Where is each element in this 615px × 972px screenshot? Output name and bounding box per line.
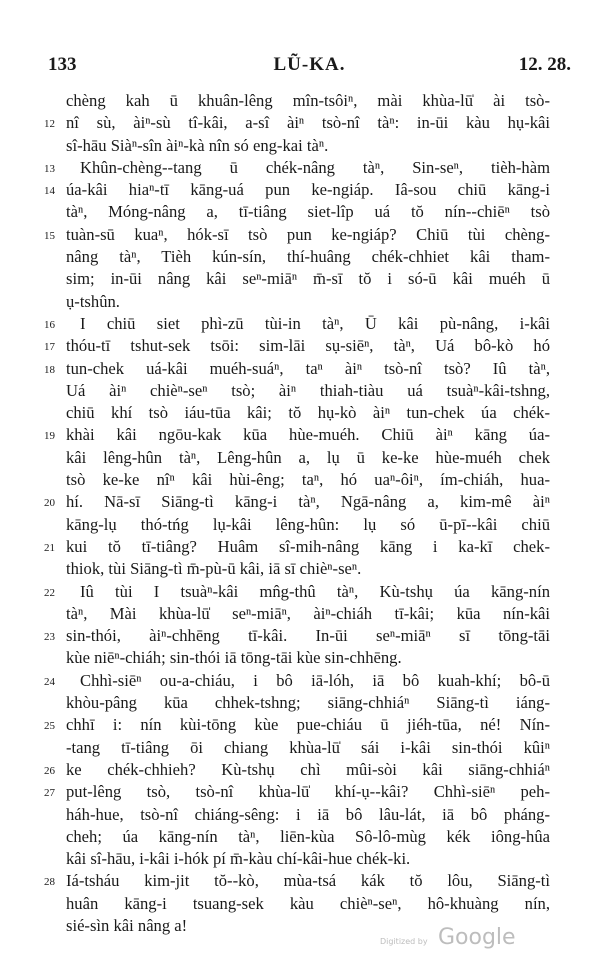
text-line bbox=[0, 804, 615, 826]
text-line bbox=[0, 491, 615, 513]
verse-number: 20 bbox=[44, 497, 55, 510]
text-line bbox=[0, 268, 615, 290]
text-line bbox=[0, 291, 615, 313]
page-header bbox=[48, 54, 571, 78]
line-text: tàⁿ, Móng-nâng a, tī-tiâng siet-lîp uá tŏ nín--chiēⁿ tsò bbox=[66, 202, 550, 222]
line-text: khòu-pâng kūa chhek-tshng; siāng-chhiáⁿ Siāng-tì iáng- bbox=[66, 693, 550, 713]
line-text: háh-hue, tsò-nî chiáng-sêng: i iā bô lâu-lát, iā bô pháng- bbox=[66, 804, 550, 824]
line-text: ke chék-chhieh? Kù-tshụ chì mûi-sòi kâi siāng-chhiáⁿ bbox=[66, 759, 550, 779]
text-line bbox=[0, 625, 615, 647]
line-text: hí. Nā-sī Siāng-tì kāng-i tàⁿ, Ngā-nâng a, kim-mê àiⁿ bbox=[66, 492, 550, 512]
line-text: thóu-tī tshut-sek tsōi: sim-lāi sụ-siēⁿ, tàⁿ, Uá bô-kò hó bbox=[66, 336, 550, 356]
text-line bbox=[0, 714, 615, 736]
verse-number: 26 bbox=[44, 764, 55, 777]
line-text: kùe niēⁿ-chiáh; sin-thói iā tōng-tāi kùe sin-chhēng. bbox=[66, 648, 402, 668]
text-line bbox=[0, 112, 615, 134]
digitized-watermark bbox=[380, 925, 580, 955]
text-line bbox=[0, 335, 615, 357]
line-text: tsò ke-ke nîⁿ kâi hùi-êng; taⁿ, hó uaⁿ-ôiⁿ, ím-chiáh, hua- bbox=[66, 470, 550, 490]
line-text: sim; in-ūi nâng kâi seⁿ-miāⁿ m̄-sī tŏ i só-ū kâi muéh ū bbox=[66, 269, 550, 289]
text-line bbox=[0, 647, 615, 669]
verse-number: 25 bbox=[44, 720, 55, 733]
text-body bbox=[0, 90, 615, 937]
line-text: nâng tàⁿ, Tièh kún-sín, thí-huâng chék-chhiet kâi tham- bbox=[66, 247, 550, 267]
text-line bbox=[0, 201, 615, 223]
verse-number: 16 bbox=[44, 318, 55, 331]
verse-number: 22 bbox=[44, 586, 55, 599]
line-text: chiū khí tsò iáu-tūa kâi; tŏ hụ-kò àiⁿ tun-chek úa chék- bbox=[66, 403, 550, 423]
line-text: sî-hāu Siàⁿ-sîn àiⁿ-kà nîn só eng-kai tàⁿ. bbox=[66, 135, 329, 155]
page-number: 133 bbox=[48, 54, 77, 75]
text-line bbox=[0, 759, 615, 781]
verse-number: 24 bbox=[44, 675, 55, 688]
line-text: Iû tùi I tsuàⁿ-kâi mn̂g-thû tàⁿ, Kù-tshụ úa kāng-nín bbox=[80, 581, 550, 601]
line-text: huân kāng-i tsuang-sek kàu chièⁿ-seⁿ, hô-khuàng nín, bbox=[66, 893, 550, 913]
text-line bbox=[0, 424, 615, 446]
text-line bbox=[0, 781, 615, 803]
google-wordmark: Google bbox=[438, 925, 516, 950]
verse-number: 23 bbox=[44, 631, 55, 644]
text-line bbox=[0, 581, 615, 603]
line-text: Uá àiⁿ chièⁿ-seⁿ tsò; àiⁿ thiah-tiàu uá tsuàⁿ-kâi-tshng, bbox=[66, 380, 550, 400]
line-text: Khûn-chèng--tang ū chék-nâng tàⁿ, Sin-seⁿ, tièh-hàm bbox=[80, 157, 550, 177]
text-line bbox=[0, 893, 615, 915]
text-line bbox=[0, 603, 615, 625]
text-line bbox=[0, 870, 615, 892]
text-line bbox=[0, 536, 615, 558]
line-text: ụ-tshûn. bbox=[66, 291, 120, 311]
line-text: tàⁿ, Mài khùa-lū̍ seⁿ-miāⁿ, àiⁿ-chiáh tī-kâi; kūa nín-kâi bbox=[66, 603, 550, 623]
line-text: sin-thói, àiⁿ-chhēng tī-kâi. In-ūi seⁿ-miāⁿ sī tōng-tāi bbox=[66, 626, 550, 646]
line-text: cheh; úa kāng-nín tàⁿ, liēn-kùa Sô-lô-mùg kék iông-hûa bbox=[66, 826, 550, 846]
digitized-by-label: Digitized by bbox=[380, 937, 428, 946]
text-line bbox=[0, 692, 615, 714]
line-text: nî sù, àiⁿ-sù tî-kâi, a-sî àiⁿ tsò-nî tàⁿ: in-ūi kàu hụ-kâi bbox=[66, 113, 550, 133]
text-line bbox=[0, 514, 615, 536]
line-text: Iá-tsháu kim-jit tŏ--kò, mùa-tsá kák tŏ lôu, Siāng-tì bbox=[66, 871, 550, 891]
text-line bbox=[0, 135, 615, 157]
text-line bbox=[0, 737, 615, 759]
text-line bbox=[0, 848, 615, 870]
text-line bbox=[0, 558, 615, 580]
text-line bbox=[0, 224, 615, 246]
line-text: sié-sìn kâi nâng a! bbox=[66, 915, 188, 935]
text-line bbox=[0, 670, 615, 692]
running-title: LŨ-KA. bbox=[273, 54, 346, 75]
text-line bbox=[0, 358, 615, 380]
text-line bbox=[0, 826, 615, 848]
line-text: kui tŏ tī-tiâng? Huâm sî-mih-nâng kāng i ka-kī chek- bbox=[66, 536, 550, 556]
verse-number: 21 bbox=[44, 541, 55, 554]
verse-number: 12 bbox=[44, 118, 55, 131]
verse-number: 17 bbox=[44, 341, 55, 354]
line-text: Chhì-siēⁿ ou-a-chiáu, i bô iā-lóh, iā bô kuah-khí; bô-ū bbox=[80, 670, 550, 690]
line-text: kâi sî-hāu, i-kâi i-hók pí m̄-kàu chí-kâi-hue chék-ki. bbox=[66, 849, 411, 869]
text-line bbox=[0, 90, 615, 112]
text-line bbox=[0, 469, 615, 491]
line-text: chèng kah ū khuân-lêng mîn-tsôiⁿ, mài khùa-lū̍ ài tsò- bbox=[66, 91, 550, 110]
line-text: khài kâi ngōu-kak kūa hùe-muéh. Chiū àiⁿ kāng úa- bbox=[66, 425, 550, 445]
line-text: kāng-lụ thó-tńg lụ-kâi lêng-hûn: lụ só ū-pī--kâi chiū bbox=[66, 514, 550, 534]
text-line bbox=[0, 447, 615, 469]
chapter-verse-reference: 12. 28. bbox=[518, 54, 571, 75]
line-text: thiok, tùi Siāng-tì m̄-pù-ū kâi, iā sī chièⁿ-seⁿ. bbox=[66, 559, 362, 579]
text-line bbox=[0, 402, 615, 424]
verse-number: 15 bbox=[44, 229, 55, 242]
text-line bbox=[0, 380, 615, 402]
verse-number: 28 bbox=[44, 876, 55, 889]
verse-number: 13 bbox=[44, 162, 55, 175]
text-line bbox=[0, 313, 615, 335]
line-text: I chiū siet phì-zū tùi-in tàⁿ, Ū kâi pù-nâng, i-kâi bbox=[80, 313, 550, 333]
verse-number: 19 bbox=[44, 430, 55, 443]
verse-number: 14 bbox=[44, 185, 55, 198]
line-text: chhī i: nín kùi-tōng kùe pue-chiáu ū jiéh-tūa, né! Nín- bbox=[66, 715, 550, 735]
verse-number: 27 bbox=[44, 787, 55, 800]
verse-number: 18 bbox=[44, 363, 55, 376]
line-text: úa-kâi hiaⁿ-tī kāng-uá pun ke-ngiáp. Iâ-sou chiū kāng-i bbox=[66, 180, 550, 200]
line-text: -tang tī-tiâng ōi chiang khùa-lū̍ sái i-kâi sin-thói kûiⁿ bbox=[66, 737, 550, 757]
line-text: put-lêng tsò, tsò-nî khùa-lū̍ khí-ụ--kâi? Chhì-siēⁿ peh- bbox=[66, 782, 550, 802]
text-line bbox=[0, 246, 615, 268]
line-text: kâi lêng-hûn tàⁿ, Lêng-hûn a, lụ ū ke-ke hùe-muéh chek bbox=[66, 447, 550, 467]
line-text: tun-chek uá-kâi muéh-suáⁿ, taⁿ àiⁿ tsò-nî tsò? Iû tàⁿ, bbox=[66, 358, 550, 378]
text-line bbox=[0, 179, 615, 201]
text-line bbox=[0, 157, 615, 179]
line-text: tuàn-sū kuaⁿ, hók-sī tsò pun ke-ngiáp? Chiū tùi chèng- bbox=[66, 224, 550, 244]
